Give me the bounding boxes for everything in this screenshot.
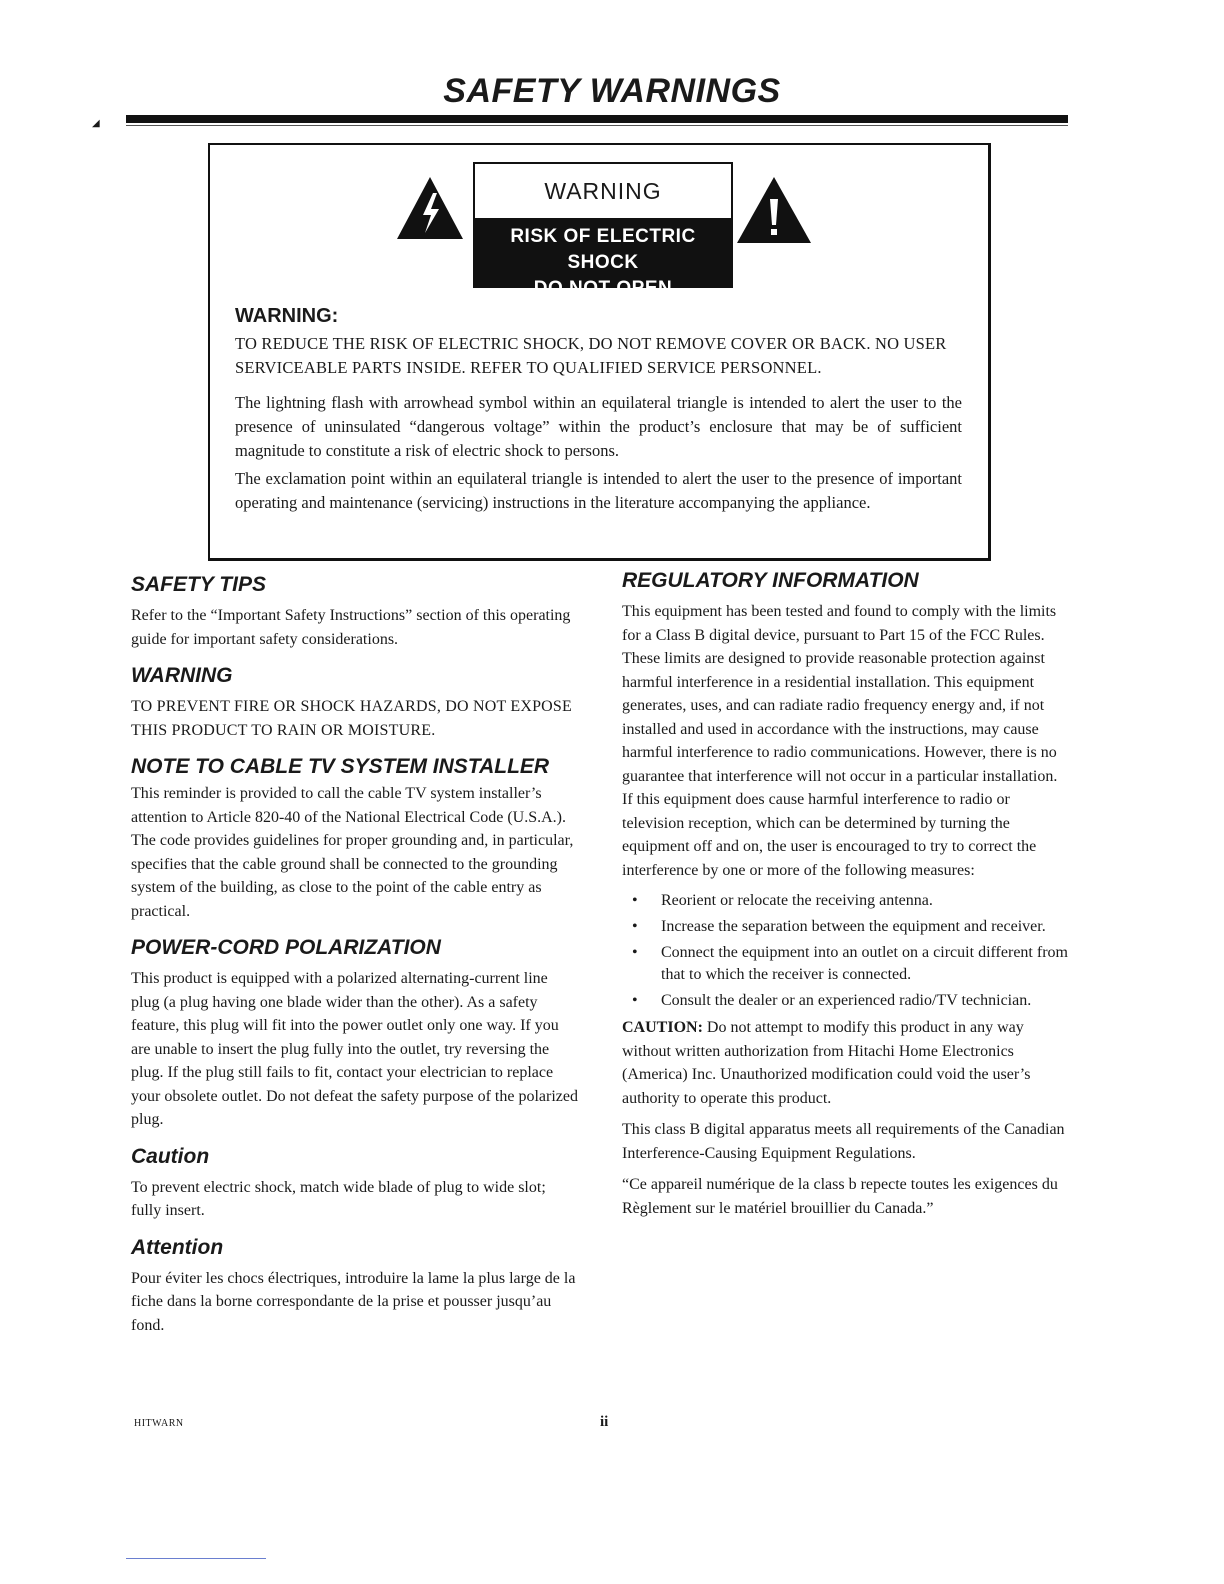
list-item	[622, 942, 1068, 986]
caution-text: To prevent electric shock, match wide blade of plug to wide slot; fully insert.	[131, 1178, 546, 1219]
measure-text: Reorient or relocate the receiving antenna.	[661, 892, 933, 909]
warning-heading: WARNING	[131, 664, 233, 687]
label-shock-text	[475, 218, 731, 299]
bullet-icon: •	[632, 892, 638, 909]
bullet-icon: •	[632, 944, 638, 961]
caution-paragraph	[622, 1016, 1068, 1110]
canada-text: This class B digital apparatus meets all requirements of the Canadian Interference-Causing Equipment Regulations.	[622, 1121, 1065, 1162]
attention-heading: Attention	[131, 1235, 224, 1259]
caution-label: CAUTION:	[622, 1019, 703, 1036]
cable-installer-heading: NOTE TO CABLE TV SYSTEM INSTALLER	[131, 755, 550, 778]
caution-heading: Caution	[131, 1144, 210, 1168]
measure-text: Consult the dealer or an experienced radio/TV technician.	[661, 992, 1032, 1009]
measures-list	[622, 890, 1068, 1012]
polarization-text: This product is equipped with a polarized alternating-current line plug (a plug having one blade wider than the other). As a safety feature, this plug will fit into the power outlet only one way. If you are unable to insert the plug fully into the outlet, try reversing the plug. If the plug still fails to fit, contact your electrician to replace your obsolete outlet. Do not defeat the safety purpose of the polarized plug.	[131, 970, 578, 1128]
exclamation-symbol-explanation: The exclamation point within an equilateral triangle is intended to alert the user to the presence of important operating and maintenance (servicing) instructions in the literature accompanying the appliance.	[235, 469, 962, 512]
exclamation-triangle-icon	[735, 175, 813, 245]
footer-code: HITWARN	[134, 1418, 184, 1429]
page-number: ii	[600, 1414, 609, 1430]
right-column	[622, 568, 1068, 1232]
bullet-icon: •	[632, 918, 638, 935]
regulatory-heading: REGULATORY INFORMATION	[622, 569, 919, 592]
box-warning-heading: WARNING:	[235, 305, 339, 327]
warning-text: TO PREVENT FIRE OR SHOCK HAZARDS, DO NOT EXPOSE THIS PRODUCT TO RAIN OR MOISTURE.	[131, 698, 573, 739]
bottom-rule	[126, 1558, 266, 1559]
left-column	[131, 572, 578, 1349]
list-item	[622, 890, 1068, 912]
safety-tips-heading: SAFETY TIPS	[131, 573, 266, 596]
attention-text: Pour éviter les chocs électriques, introduire la lame la plus large de la fiche dans la borne correspondante de la prise et pousser jusqu’au fond.	[131, 1269, 576, 1334]
box-warning-caps: TO REDUCE THE RISK OF ELECTRIC SHOCK, DO NOT REMOVE COVER OR BACK. NO USER SERVICEABLE PARTS INSIDE. REFER TO QUALIFIED SERVICE PERSONNEL.	[235, 334, 947, 377]
label-warning-text: WARNING	[544, 177, 662, 204]
safety-tips-text: Refer to the “Important Safety Instructions” section of this operating guide for important safety considerations.	[131, 607, 571, 648]
measure-text: Connect the equipment into an outlet on a circuit different from that to which the receiver is connected.	[661, 944, 1068, 983]
bullet-icon: •	[632, 992, 638, 1009]
french-text: “Ce appareil numérique de la class b repecte toutes les exigences du Règlement sur le matériel brouillier du Canada.”	[622, 1176, 1058, 1217]
list-item	[622, 990, 1068, 1012]
shock-warning-label	[473, 162, 733, 299]
lightning-triangle-icon	[395, 175, 465, 241]
list-item	[622, 916, 1068, 938]
title-rule	[126, 115, 1068, 123]
label-risk-line: RISK OF ELECTRIC SHOCK	[510, 226, 696, 273]
label-do-not-open-line: DO NOT OPEN	[533, 278, 673, 299]
lightning-symbol-explanation: The lightning flash with arrowhead symbol within an equilateral triangle is intended to alert the user to the presence of uninsulated “dangerous voltage” within the product’s enclosure that may be of sufficient magnitude to constitute a risk of electric shock to persons.	[235, 393, 962, 460]
regulatory-text: This equipment has been tested and found to comply with the limits for a Class B digital device, pursuant to Part 15 of the FCC Rules. These limits are designed to provide reasonable protection against harmful interference in a residential installation. This equipment generates, uses, and can radiate radio frequency energy and, if not installed and used in accordance with the instructions, may cause harmful interference to radio communications. However, there is no guarantee that interference will not occur in a particular installation. If this equipment does cause harmful interference to radio or television reception, which can be determined by turning the equipment off and on, the user is encouraged to try to correct the interference by one or more of the following measures:	[622, 603, 1058, 879]
title-rule-thin	[126, 125, 1068, 126]
measure-text: Increase the separation between the equipment and receiver.	[661, 918, 1046, 935]
cable-installer-text: This reminder is provided to call the cable TV system installer’s attention to Article 820-40 of the National Electrical Code (U.S.A.). The code provides guidelines for proper grounding and, in particular, specifies that the cable ground shall be connected to the grounding system of the building, as close to the point of the cable entry as practical.	[131, 785, 574, 920]
corner-mark: ◢	[92, 118, 100, 129]
polarization-heading: POWER-CORD POLARIZATION	[131, 936, 441, 959]
page-title: SAFETY WARNINGS	[443, 72, 781, 110]
caution-body: Do not attempt to modify this product in any way without written authorization from Hitachi Home Electronics (America) Inc. Unauthorized modification could void the user’s authority to operate this product.	[622, 1019, 1031, 1107]
